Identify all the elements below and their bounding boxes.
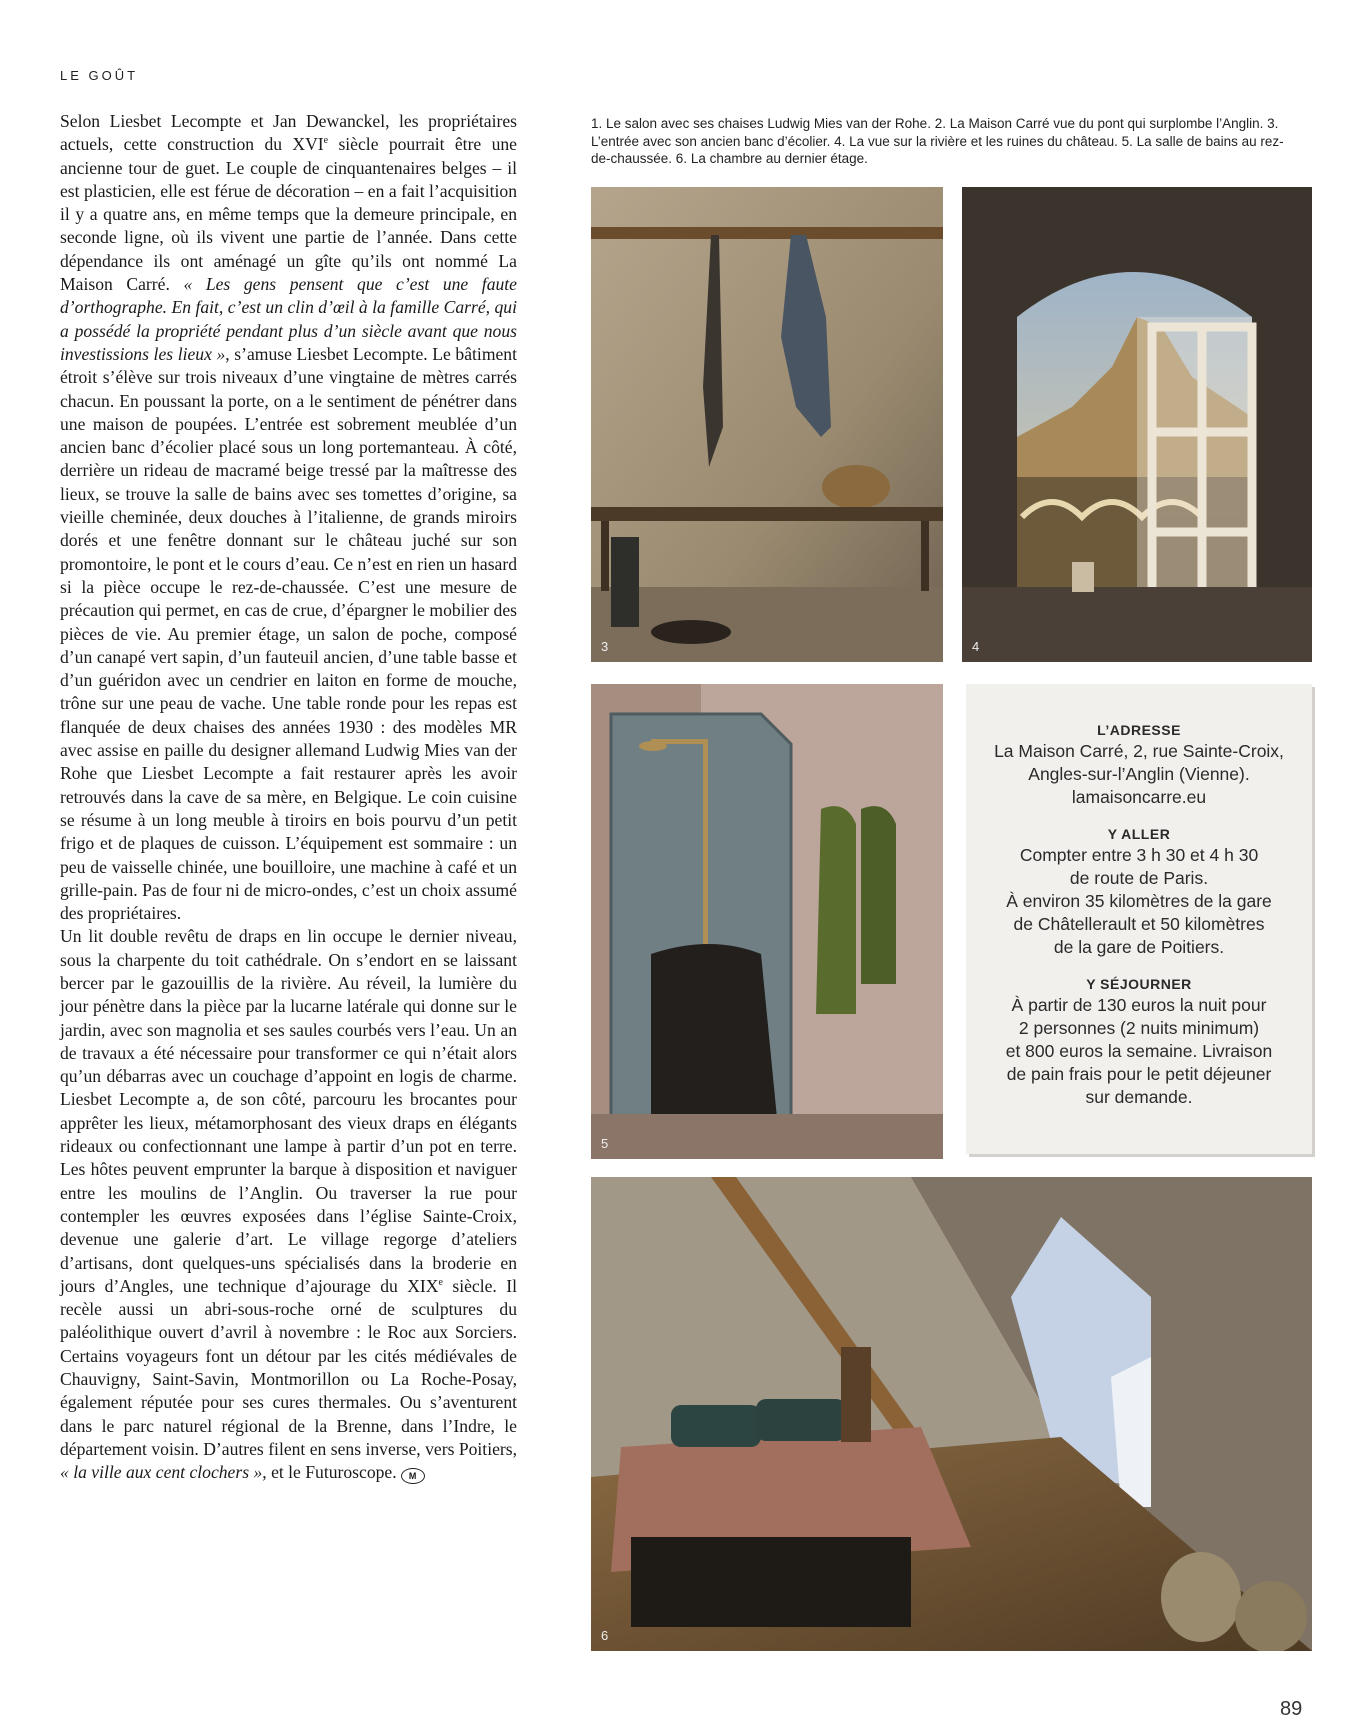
photo-entrance [591, 187, 943, 662]
photo-bedroom [591, 1177, 1312, 1651]
stay-text: À partir de 130 euros la nuit pour 2 personnes (2 nuits minimum) et 800 euros la semaine. Livraison de pain frais pour le petit déjeuner sur demande. [1005, 995, 1273, 1107]
address-heading: L’ADRESSE [1097, 722, 1181, 738]
page-number: 89 [1280, 1698, 1303, 1720]
article-body [60, 110, 517, 1485]
stay-section [966, 976, 1312, 1108]
photo-captions: 1. Le salon avec ses chaises Ludwig Mies van der Rohe. 2. La Maison Carré vue du pont qui surplombe l’Anglin. 3. L’entrée avec son ancien banc d’écolier. 4. La vue sur la rivière et les ruines du château. 5. La salle de bains au rez-de-chaussée. 6. La chambre au dernier étage. [591, 116, 1284, 167]
photo-window-view [962, 187, 1312, 662]
window-view-image [962, 187, 1312, 662]
photo-bathroom [591, 684, 943, 1159]
photo-number: 4 [972, 639, 980, 654]
photo-number: 3 [601, 639, 609, 654]
end-mark-icon: M [401, 1468, 425, 1484]
getting-there-heading: Y ALLER [1107, 826, 1171, 843]
getting-there-text: Compter entre 3 h 30 et 4 h 30 de route de Paris. À environ 35 kilomètres de la gare de Châtellerault et 50 kilomètres de la gare de Poitiers. [1006, 845, 1272, 957]
section-label: LE GOÛT [60, 68, 139, 83]
bathroom-image [591, 684, 943, 1159]
stay-heading: Y SÉJOURNER [1086, 976, 1192, 993]
getting-there-section [966, 826, 1312, 958]
address-section [966, 722, 1312, 808]
entrance-image [591, 187, 943, 662]
article-paragraph-2: Un lit double revêtu de draps en lin occupe le dernier niveau, sous la charpente du toit cathédrale. On s’endort en se laissant bercer par le gazouillis de la rivière. Au réveil, la lumière du jour pénètre dans la pièce par la lucarne latérale qui donne sur le jardin, avec son magnolia et ses saules courbés vers l’eau. Un an de travaux a été nécessaire pour transformer ce qui n’était alors qu’un débarras avec un couchage d’appoint en logis de charme. Liesbet Lecompte a, de son côté, parcouru les brocantes pour apprêter les lieux, métamorphosant des vieux draps en élégants rideaux ou confectionnant une lampe à partir d’un pot en terre. Les hôtes peuvent emprunter la barque à disposition et naviguer entre les moulins de l’Anglin. Ou traverser la rue pour contempler les œuvres exposées dans l’église Sainte-Croix, devenue une galerie d’art. Le village regorge d’ateliers d’artisans, dont quelques-uns spécialisés dans la broderie en jours d’Angles, une technique d’ajourage du XIXe siècle. Il recèle aussi un abri-sous-roche orné de sculptures du paléolithique ouvert d’avril à novembre : le Roc aux Sorciers. Certains voyageurs font un détour par les cités médiévales de Chauvigny, Saint-Savin, Montmorillon ou La Roche-Posay, également réputée pour ses cures thermales. Ou s’aventurent dans le parc naturel régional de la Brenne, dans l’Indre, le département voisin. D’autres filent en sens inverse, vers Poitiers, « la ville aux cent clochers », et le Futuroscope. M [60, 926, 517, 1483]
bedroom-image [591, 1177, 1312, 1651]
article-paragraph-1: Selon Liesbet Lecompte et Jan Dewanckel, les propriétaires actuels, cette construction du XVIe siècle pourrait être une ancienne tour de guet. Le couple de cinquantenaires belges – il est plasticien, elle est férue de décoration – en a fait l’acquisition il y a quatre ans, en même temps que la demeure principale, en seconde ligne, où ils vivent une partie de l’année. Dans cette dépendance ils ont aménagé un gîte qu’ils ont nommé La Maison Carré. « Les gens pensent que c’est une faute d’orthographe. En fait, c’est un clin d’œil à la famille Carré, qui a possédé la propriété pendant plus d’un siècle avant que nous investissions les lieux », s’amuse Liesbet Lecompte. Le bâtiment étroit s’élève sur trois niveaux d’une vingtaine de mètres carrés chacun. En poussant la porte, on a le sentiment de pénétrer dans une maison de poupées. L’entrée est sobrement meublée d’un ancien banc d’écolier placé sous un long portemanteau. À côté, derrière un rideau de macramé beige tressé par la maîtresse des lieux, se trouve la salle de bains avec ses tomettes d’origine, sa vieille cheminée, deux douches à l’italienne, de grands miroirs dorés et une fenêtre donnant sur le château juché sur son promontoire, le pont et le cours d’eau. Ce n’est en rien un hasard si la pièce occupe le rez-de-chaussée. C’est une mesure de précaution qui permet, en cas de crue, d’épargner le mobilier des pièces de vie. Au premier étage, un salon de poche, composé d’un canapé vert sapin, d’un fauteuil ancien, d’une table basse et d’un guéridon avec un cendrier en laiton en forme de mouche, trône sur une peau de vache. Une table ronde pour les repas est flanquée de deux chaises des années 1930 : des modèles MR avec assise en paille du designer allemand Ludwig Mies van der Rohe que Liesbet Lecompte a fait restaurer après les avoir retrouvés dans la cave de sa mère, en Belgique. Le coin cuisine se résume à un long meuble à tiroirs en bois pourvu d’un petit frigo et de plaques de cuisson. L’équipement est sommaire : un peu de vaisselle chinée, une bouilloire, une machine à café et un grille-pain. Pas de four ni de micro-ondes, c’est un choix assumé des propriétaires. [60, 111, 517, 924]
quote-lecompte: « Les gens pensent que c’est une faute d’orthographe. En fait, c’est un clin d’œil à la famille Carré, qui a possédé la propriété pendant plus d’un siècle avant que nous investissions les lieux » [60, 274, 517, 364]
address-text: La Maison Carré, 2, rue Sainte-Croix, Angles-sur-l’Anglin (Vienne). lamaisoncarre.eu [994, 741, 1284, 807]
photo-number: 5 [601, 1136, 609, 1151]
practical-info-box [966, 684, 1312, 1154]
quote-poitiers: « la ville aux cent clochers » [60, 1462, 263, 1483]
photo-number: 6 [601, 1628, 609, 1643]
